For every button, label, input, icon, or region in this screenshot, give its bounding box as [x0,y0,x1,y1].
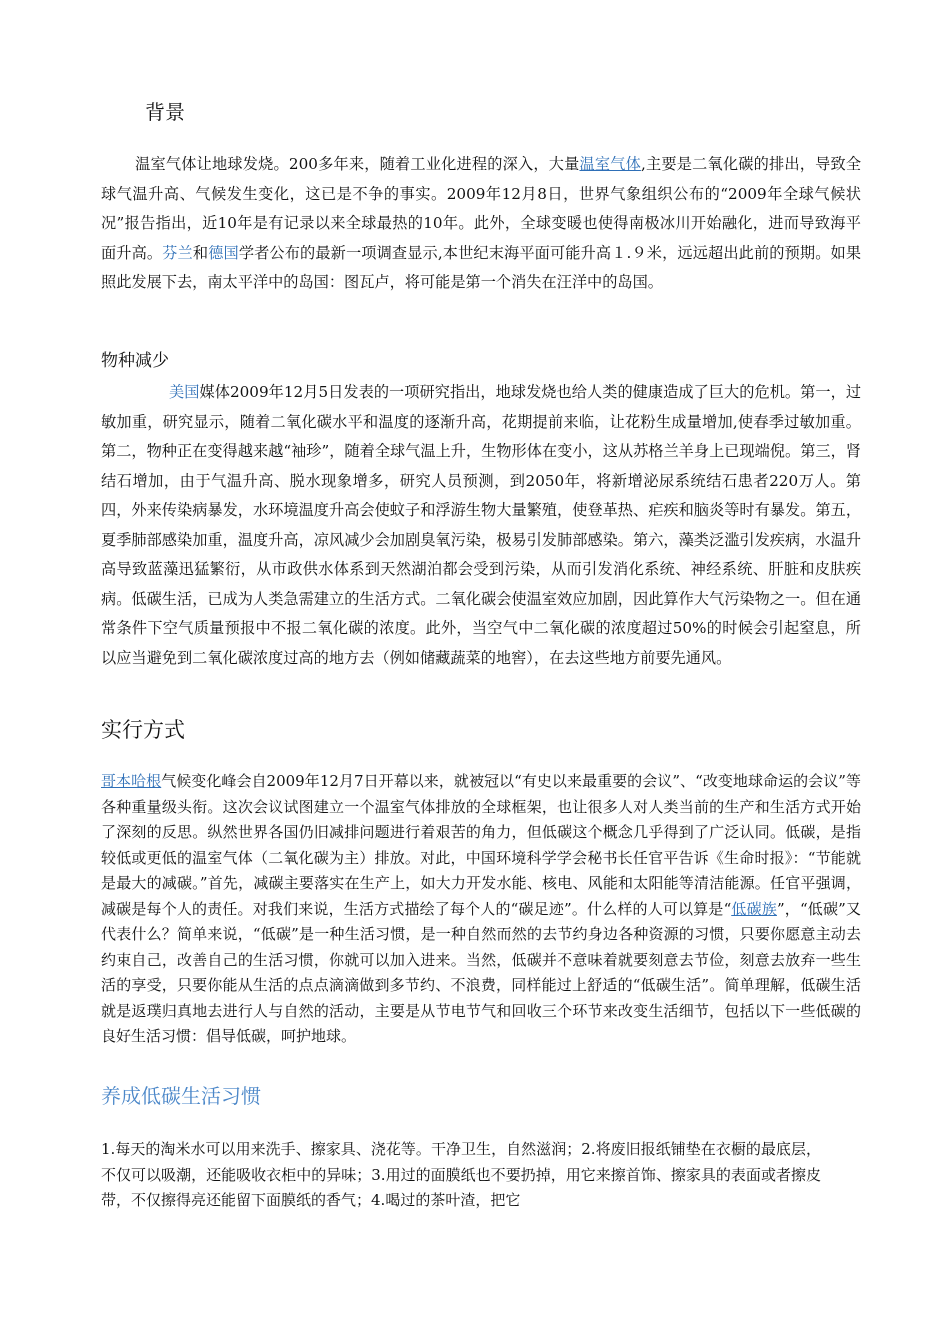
text-segment: 温室气体让地球发烧。200多年来，随着工业化进程的深入，大量 [135,155,580,173]
heading-background: 背景 [145,100,185,124]
heading-practice: 实行方式 [101,718,185,742]
paragraph-greenhouse [101,150,861,298]
link-greenhouse-gas[interactable]: 温室气体 [579,155,641,173]
paragraph-habits-list [101,1137,821,1214]
link-germany[interactable]: 德国 [208,243,239,262]
text-segment: 学者公布的最新一项调查显示,本世纪末海平面可能升高１.９米，远远超出此前的预期。如果照此发展下去，南太平洋中的岛国：图瓦卢，将可能是第一个消失在汪洋中的岛国。 [101,243,862,291]
link-finland[interactable]: 芬兰 [162,243,193,262]
text-segment: 媒体2009年12月5日发表的一项研究指出，地球发烧也给人类的健康造成了巨大的危机。第一，过敏加重，研究显示，随着二氧化碳水平和温度的逐渐升高，花期提前来临，让花粉生成量增加,使春季过敏加重。第二，物种正在变得越来越“袖珍”，随着全球气温上升，生物形体在变小，这从苏格兰羊身上已现端倪。第三，肾结石增加，由于气温升高、脱水现象增多，研究人员预测，到2050年，将新增泌尿系统结石患者220万人。第四，外来传染病暴发，水环境温度升高会使蚊子和浮游生物大量繁殖，使登革热、疟疾和脑炎等时有暴发。第五，夏季肺部感染加重，温度升高，凉风减少会加剧臭氧污染，极易引发肺部感染。第六，藻类泛滥引发疾病，水温升高导致蓝藻迅猛繁衍，从市政供水体系到天然湖泊都会受到污染，从而引发消化系统、神经系统、肝脏和皮肤疾病。低碳生活，已成为人类急需建立的生活方式。二氧化碳会使温室效应加剧，因此算作大气污染物之一。但在通常条件下空气质量预报中不报二氧化碳的浓度。此外，当空气中二氧化碳的浓度超过50%的时候会引起窒息，所以应当避免到二氧化碳浓度过高的地方去（例如储藏蔬菜的地窖），在去这些地方前要先通风。 [101,383,862,667]
link-low-carbon-tribe[interactable]: 低碳族 [731,899,777,918]
paragraph-copenhagen [101,769,861,1050]
paragraph-health [101,378,861,673]
text-segment: ,主要是二氧化碳的排出，导致全球气温升高、气候发生变化，这已是不争的事实。2009年12月8日，世界气象组织公布的“2009年全球气候状况”报告指出，近10年是有记录以来全球最热的10年。此外，全球变暖也使得南极冰川开始融化，进而导致海平面升高。 [101,155,862,262]
link-copenhagen[interactable]: 哥本哈根 [101,772,162,790]
heading-species: 物种减少 [101,351,169,371]
text-segment: 和 [192,243,209,262]
heading-habits: 养成低碳生活习惯 [101,1084,261,1108]
link-usa[interactable]: 美国 [169,383,200,401]
text-segment: ”，“低碳”又代表什么？简单来说，“低碳”是一种生活习惯，是一种自然而然的去节约身边各种资源的习惯，只要你愿意主动去约束自己，改善自己的生活习惯，你就可以加入进来。当然，低碳并不意味着就要刻意去节俭，刻意去放弃一些生活的享受，只要你能从生活的点点滴滴做到多节约、不浪费，同样能过上舒适的“低碳生活”。简单理解，低碳生活就是返璞归真地去进行人与自然的活动，主要是从节电节气和回收三个环节来改变生活细节，包括以下一些低碳的良好生活习惯：倡导低碳，呵护地球。 [101,899,861,1045]
text-segment: 1.每天的淘米水可以用来洗手、擦家具、浇花等。干净卫生，自然滋润；2.将废旧报纸铺垫在衣橱的最底层，不仅可以吸潮，还能吸收衣柜中的异味；3.用过的面膜纸也不要扔掉，用它来擦首饰、擦家具的表面或者擦皮带，不仅擦得亮还能留下面膜纸的香气；4.喝过的茶叶渣，把它 [101,1140,821,1209]
text-segment: 气候变化峰会自2009年12月7日开幕以来，就被冠以“有史以来最重要的会议”、“改变地球命运的会议”等各种重量级头衔。这次会议试图建立一个温室气体排放的全球框架，也让很多人对人类当前的生产和生活方式开始了深刻的反思。纵然世界各国仍旧减排问题进行着艰苦的角力，但低碳这个概念几乎得到了广泛认同。低碳，是指较低或更低的温室气体（二氧化碳为主）排放。对此，中国环境科学学会秘书长任官平告诉《生命时报》：“节能就是最大的减碳。”首先，减碳主要落实在生产上，如大力开发水能、核电、风能和太阳能等清洁能源。任官平强调，减碳是每个人的责任。对我们来说，生活方式描绘了每个人的“碳足迹”。什么样的人可以算是“ [101,772,861,918]
